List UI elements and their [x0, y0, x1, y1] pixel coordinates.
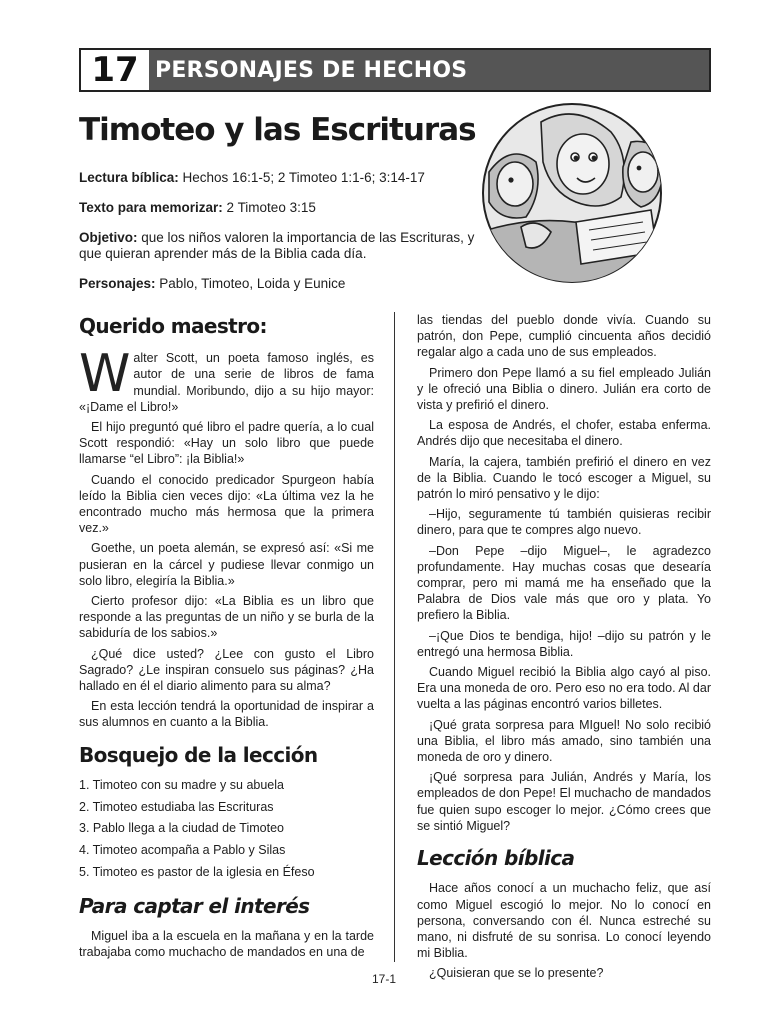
lectura-line [79, 170, 479, 186]
personajes-line [79, 276, 479, 292]
story-paragraph-6: –Don Pepe –dijo Miguel–, le agradezco profundamente. Hay muchas cosas que desearía comprar, pero mi mamá me ha enseñado que la Palabra de Dios vale más que oro y plata. Yo prefiero la Biblia. [417, 543, 711, 623]
lesson-number: 17 [81, 50, 149, 90]
list-item: 1. Timoteo con su madre y su abuela [79, 777, 284, 792]
lectura-value: Hechos 16:1-5; 2 Timoteo 1:1-6; 3:14-17 [178, 170, 425, 185]
drop-cap: W [79, 344, 131, 405]
lesson-meta [79, 170, 479, 306]
list-item: 5. Timoteo es pastor de la iglesia en Éfeso [79, 864, 315, 879]
objetivo-value: que los niños valoren la importancia de las Escrituras, y que quieran aprender más de la Biblia cada día. [79, 230, 475, 261]
querido-paragraph-5: Cierto profesor dijo: «La Biblia es un libro que responde a las preguntas de un niño y se burla de la sabiduría de los sabios.» [79, 594, 374, 641]
story-paragraph-4: María, la cajera, también prefirió el dinero en vez de la Biblia. Cuando le tocó escoger a Miguel, su patrón lo miró pensativo y le dijo: [417, 454, 711, 502]
interes-heading: Para captar el interés [79, 893, 310, 918]
interes-paragraph-1: Miguel iba a la escuela en la mañana y en la tarde trabajaba como muchacho de mandados en una de [79, 929, 374, 960]
texto-label: Texto para memorizar: [79, 200, 223, 215]
personajes-value: Pablo, Timoteo, Loida y Eunice [155, 276, 346, 291]
querido-paragraph-3: Cuando el conocido predicador Spurgeon había leído la Biblia cien veces dijo: «La última vez la he encontrado mucho más hermosa que la primera vez.» [79, 472, 374, 536]
objetivo-line [79, 230, 479, 262]
querido-paragraph-6: ¿Qué dice usted? ¿Lee con gusto el Libro Sagrado? ¿Le inspiran consuelo sus páginas? ¿Ha hallado en él el diario alimento para su alma? [79, 646, 374, 694]
story-paragraph-7: –¡Que Dios te bendiga, hijo! –dijo su patrón y le entregó una hermosa Biblia. [417, 628, 711, 659]
querido-p1-text: alter Scott, un poeta famoso inglés, es autor de una serie de libros de fama mundial. Moribundo, dijo a su hijo mayor: «¡Dame el Libro!» [79, 351, 374, 414]
querido-paragraph-4: Goethe, un poeta alemán, se expresó así: «Si me pusieran en la cárcel y pudiese llevar conmigo un solo libro, elegiría la Biblia.» [79, 541, 374, 588]
list-item: 2. Timoteo estudiaba las Escrituras [79, 799, 274, 814]
column-divider [394, 312, 395, 962]
story-paragraph-8: Cuando Miguel recibió la Biblia algo cayó al piso. Era una moneda de oro. Pero eso no era todo. Al dar vuelta a las páginas encontró varios billetes. [417, 665, 711, 712]
querido-paragraph-1 [79, 344, 374, 415]
story-paragraph-5: –Hijo, seguramente tú también quisieras recibir dinero, para que te compres algo nuevo. [417, 507, 711, 538]
lectura-label: Lectura bíblica: [79, 170, 179, 185]
story-paragraph-2: Primero don Pepe llamó a su fiel empleado Julián y le ofreció una Biblia o dinero. Julián era corto de vista y prefirió el dinero. [417, 365, 711, 413]
series-title: PERSONAJES DE HECHOS [155, 57, 468, 83]
list-item: 3. Pablo llega a la ciudad de Timoteo [79, 821, 284, 836]
left-column [79, 314, 374, 965]
querido-maestro-heading: Querido maestro: [79, 314, 267, 338]
objetivo-label: Objetivo: [79, 230, 138, 245]
leccion-biblica-heading: Lección bíblica [417, 846, 575, 871]
story-paragraph-3: La esposa de Andrés, el chofer, estaba enferma. Andrés dijo que necesitaba el dinero. [417, 418, 711, 449]
querido-paragraph-2: El hijo preguntó qué libro el padre quería, a lo cual Scott respondió: «Hay un solo libro que puede llamarse “el Libro”: ¡la Biblia!» [79, 420, 374, 467]
bosquejo-heading: Bosquejo de la lección [79, 742, 318, 767]
story-paragraph-10: ¡Qué sorpresa para Julián, Andrés y María, los empleados de don Pepe! El muchacho de mandados fue quien supo escoger lo mejor. ¿Cómo crees que se sintió Miguel? [417, 770, 711, 833]
leccion-paragraph-2: ¿Quisieran que se lo presente? [429, 966, 604, 981]
page-number: 17-1 [371, 972, 397, 986]
bosquejo-list [79, 777, 374, 880]
leccion-paragraph-1: Hace años conocí a un muchacho feliz, que así como Miguel escogió lo mejor. No lo conocí en persona, conversando con él. Nunca estreché su mano, ni disfruté de su sonrisa. Lo conocí leyendo mi Biblia. [417, 881, 711, 961]
personajes-label: Personajes: [79, 276, 156, 291]
texto-value: 2 Timoteo 3:15 [222, 200, 316, 215]
right-column [417, 312, 711, 986]
texto-line [79, 200, 479, 216]
lesson-title: Timoteo y las Escrituras [79, 112, 476, 148]
lesson-header-bar [79, 48, 711, 92]
story-paragraph-9: ¡Qué grata sorpresa para MIguel! No solo recibió una Biblia, el libro más amado, sino también una moneda de oro y dinero. [417, 717, 711, 765]
story-paragraph-1: las tiendas del pueblo donde vivía. Cuando su patrón, don Pepe, cumplió cincuenta años decidió regalar algo a cada uno de sus empleados. [417, 313, 711, 360]
list-item: 4. Timoteo acompaña a Pablo y Silas [79, 842, 286, 857]
biblical-characters-illustration [481, 102, 663, 284]
querido-paragraph-7: En esta lección tendrá la oportunidad de inspirar a sus alumnos en cuanto a la Biblia. [79, 699, 374, 730]
